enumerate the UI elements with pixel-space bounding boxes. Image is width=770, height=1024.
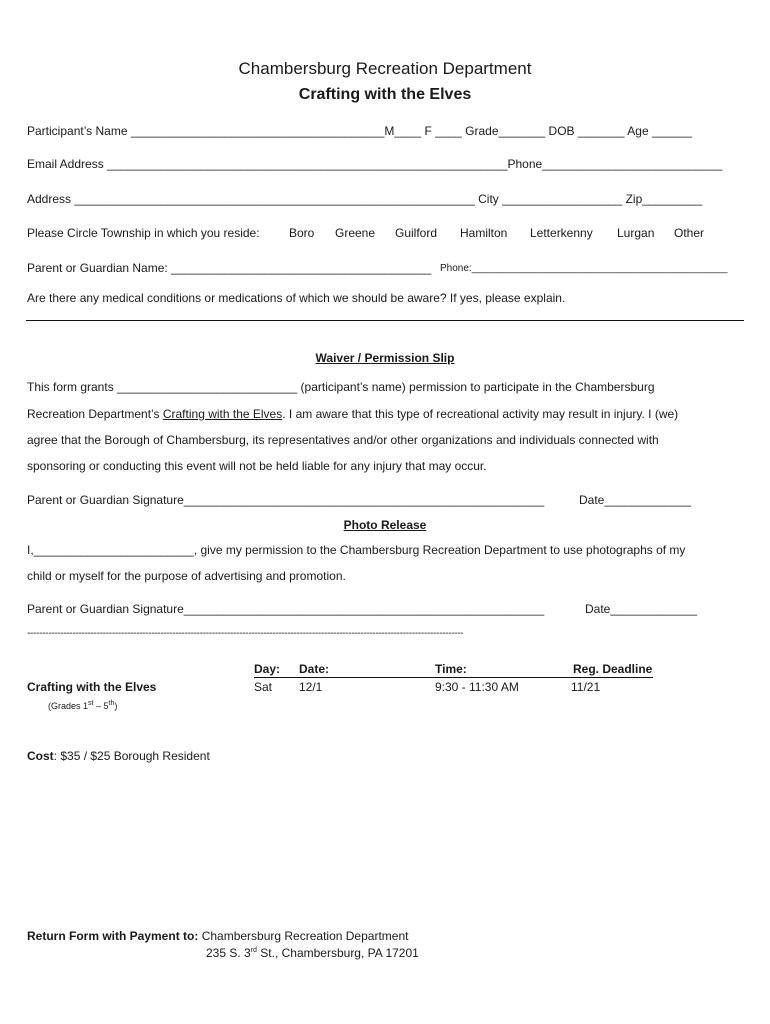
schedule-header-date: Date: [299,662,330,676]
return-address-post: St., Chambersburg, PA 17201 [256,946,419,960]
schedule-grades [48,702,117,711]
email-line[interactable]: Email Address ____________________________________________________________Phone___________________________ [27,157,723,171]
photo-release-line-1[interactable]: I,________________________, give my permission to the Chambersburg Recreation Department to use photographs of my [27,543,686,557]
township-prompt: Please Circle Township in which you reside: [27,226,260,240]
waiver-line-2-post: . I am aware that this type of recreational activity may result in injury. I (we) [282,407,679,421]
cost-line [27,750,210,762]
grades-sup-2: th [108,700,115,707]
waiver-line-1[interactable]: This form grants ___________________________ (participant’s name) permission to participate in the Chambersburg [27,380,655,394]
schedule-header-deadline: Reg. Deadline [573,662,653,676]
waiver-line-3: agree that the Borough of Chambersburg, its representatives and/or other organizations and individuals connected with [27,433,659,447]
waiver-line-4: sponsoring or conducting this event will not be held liable for any injury that may occur. [27,459,487,473]
schedule-program: Crafting with the Elves [27,680,157,694]
event-title: Crafting with the Elves [298,86,472,103]
address-line[interactable]: Address ____________________________________________________________ City __________________ Zip_________ [27,192,703,206]
waiver-signature-line[interactable]: Parent or Guardian Signature______________________________________________________ [27,493,545,507]
org-title: Chambersburg Recreation Department [238,59,532,78]
return-address [206,947,419,959]
waiver-line-2-pre: Recreation Department’s [27,407,163,421]
township-lurgan[interactable]: Lurgan [617,226,655,240]
schedule-time: 9:30 - 11:30 AM [435,680,519,694]
cost-value: : $35 / $25 Borough Resident [53,749,210,763]
schedule-date: 12/1 [299,680,323,694]
township-hamilton[interactable]: Hamilton [460,226,508,240]
guardian-phone-line[interactable]: Phone:______________________________________________ [440,263,728,274]
waiver-line-2 [27,408,678,420]
schedule-header-time: Time: [435,662,467,676]
cost-label: Cost [27,749,54,763]
township-greene[interactable]: Greene [335,226,376,240]
medical-answer-line[interactable] [26,320,744,321]
guardian-name-line[interactable]: Parent or Guardian Name: _______________________________________ [27,261,432,275]
township-guilford[interactable]: Guilford [395,226,438,240]
waiver-program-name: Crafting with the Elves [162,407,283,421]
schedule-deadline: 11/21 [571,680,601,694]
township-other[interactable]: Other [674,226,705,240]
return-org: Chambersburg Recreation Department [201,929,409,943]
return-address-pre: 235 S. 3 [206,946,251,960]
return-line [27,930,408,942]
return-address-sup: rd [250,947,257,954]
waiver-heading: Waiver / Permission Slip [315,351,455,365]
return-label: Return Form with Payment to: [27,929,199,943]
grades-sup-1: st [88,700,94,707]
schedule-header-day: Day: [254,662,281,676]
photo-release-line-2: child or myself for the purpose of advertising and promotion. [27,569,346,583]
photo-release-heading: Photo Release [343,518,427,532]
township-boro[interactable]: Boro [289,226,315,240]
township-letterkenny[interactable]: Letterkenny [530,226,593,240]
photo-signature-line[interactable]: Parent or Guardian Signature______________________________________________________ [27,602,545,616]
photo-date-line[interactable]: Date_____________ [585,602,698,616]
schedule-day: Sat [254,680,273,694]
grades-prefix: (Grades 1 [48,701,89,711]
participant-line[interactable]: Participant’s Name ______________________________________M____ F ____ Grade_______ DOB _______ Age ______ [27,124,693,138]
grades-suffix: ) [114,701,118,711]
medical-question: Are there any medical conditions or medications of which we should be aware? If yes, please explain. [27,291,566,305]
schedule-header-underline [254,677,653,678]
cut-line: ------------------------------------------------------------------------------------------------------------------------------------------------ [27,628,464,639]
waiver-date-line[interactable]: Date_____________ [579,493,692,507]
grades-mid: – 5 [93,701,109,711]
